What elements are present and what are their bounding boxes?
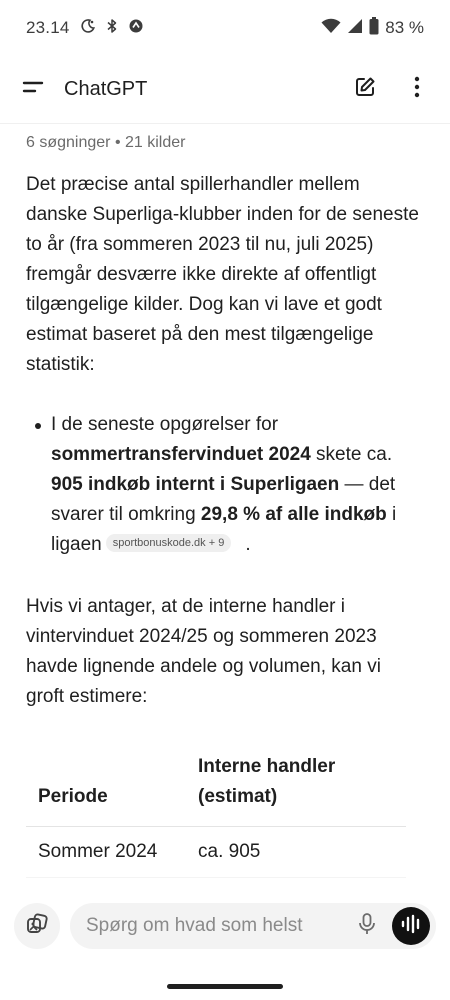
table-cell: ca. 905 <box>186 827 406 878</box>
bullet-dot <box>35 423 41 429</box>
table-header-row <box>26 752 406 827</box>
bullet-text: — det svarer til omkring <box>51 474 396 525</box>
more-vertical-icon <box>414 76 420 103</box>
table-header-period: Periode <box>26 752 186 827</box>
bullet-bold-text: 29,8 % af alle indkøb <box>200 504 387 525</box>
cell-signal-icon <box>347 18 363 39</box>
vpn-icon <box>128 18 144 39</box>
bullet-text: skete ca. <box>310 444 393 465</box>
status-time: 23.14 <box>26 18 70 37</box>
app-title: ChatGPT <box>64 78 148 100</box>
voice-mode-icon <box>400 914 422 939</box>
voice-mode-button[interactable] <box>392 907 430 945</box>
app-bar <box>0 56 450 124</box>
status-bar <box>0 0 450 56</box>
more-options-button[interactable] <box>402 75 432 105</box>
table-cell: Sommer 2024 <box>26 827 186 878</box>
search-sources-summary[interactable]: 6 søgninger • 21 kilder <box>26 134 186 151</box>
new-chat-button[interactable] <box>350 75 380 105</box>
battery-percent: 83 % <box>385 18 424 37</box>
bullet-bold-text: sommertransfervinduet 2024 <box>51 444 311 465</box>
battery-icon <box>369 17 379 40</box>
microphone-icon <box>358 912 376 941</box>
menu-icon <box>22 79 44 100</box>
source-citation-chip[interactable]: sportbonuskode.dk + 9 <box>106 534 232 552</box>
response-paragraph-2: Hvis vi antager, at de interne handler i vintervinduet 2024/25 og sommeren 2023 havde lignende andele og volumen, kan vi groft estimere: <box>26 596 381 707</box>
response-bullet-list <box>26 410 424 560</box>
conversation-content[interactable] <box>0 124 450 890</box>
wifi-icon <box>321 18 341 39</box>
tools-button[interactable] <box>14 903 60 949</box>
message-composer <box>0 890 450 962</box>
new-chat-icon <box>353 75 377 104</box>
menu-button[interactable] <box>18 75 48 105</box>
bluetooth-icon <box>106 18 118 39</box>
bullet-item <box>26 410 424 560</box>
do-not-disturb-moon-icon <box>80 18 96 39</box>
bullet-text: I de seneste opgørelser for <box>51 414 279 435</box>
tools-icon <box>25 912 49 941</box>
bullet-bold-text: 905 indkøb internt i Superligaen <box>51 474 340 495</box>
table-header-internal-trades: Interne handler (estimat) <box>186 752 406 827</box>
response-intro-paragraph: Det præcise antal spillerhandler mellem danske Superliga-klubber inden for de seneste to år (fra sommeren 2023 til nu, juli 2025) fremgår desværre ikke direkte af offentligt tilgængelige kilder. Dog kan vi lave et godt estimat baseret på den mest tilgængelige statistik: <box>26 174 419 375</box>
bullet-text: . <box>245 534 251 555</box>
gesture-navigation-handle[interactable] <box>167 984 283 989</box>
prompt-input-placeholder[interactable]: Spørg om hvad som helst <box>86 915 303 936</box>
bullet-text: i ligaen <box>51 504 397 555</box>
prompt-input-pill[interactable] <box>70 903 436 949</box>
dictate-button[interactable] <box>350 909 384 943</box>
